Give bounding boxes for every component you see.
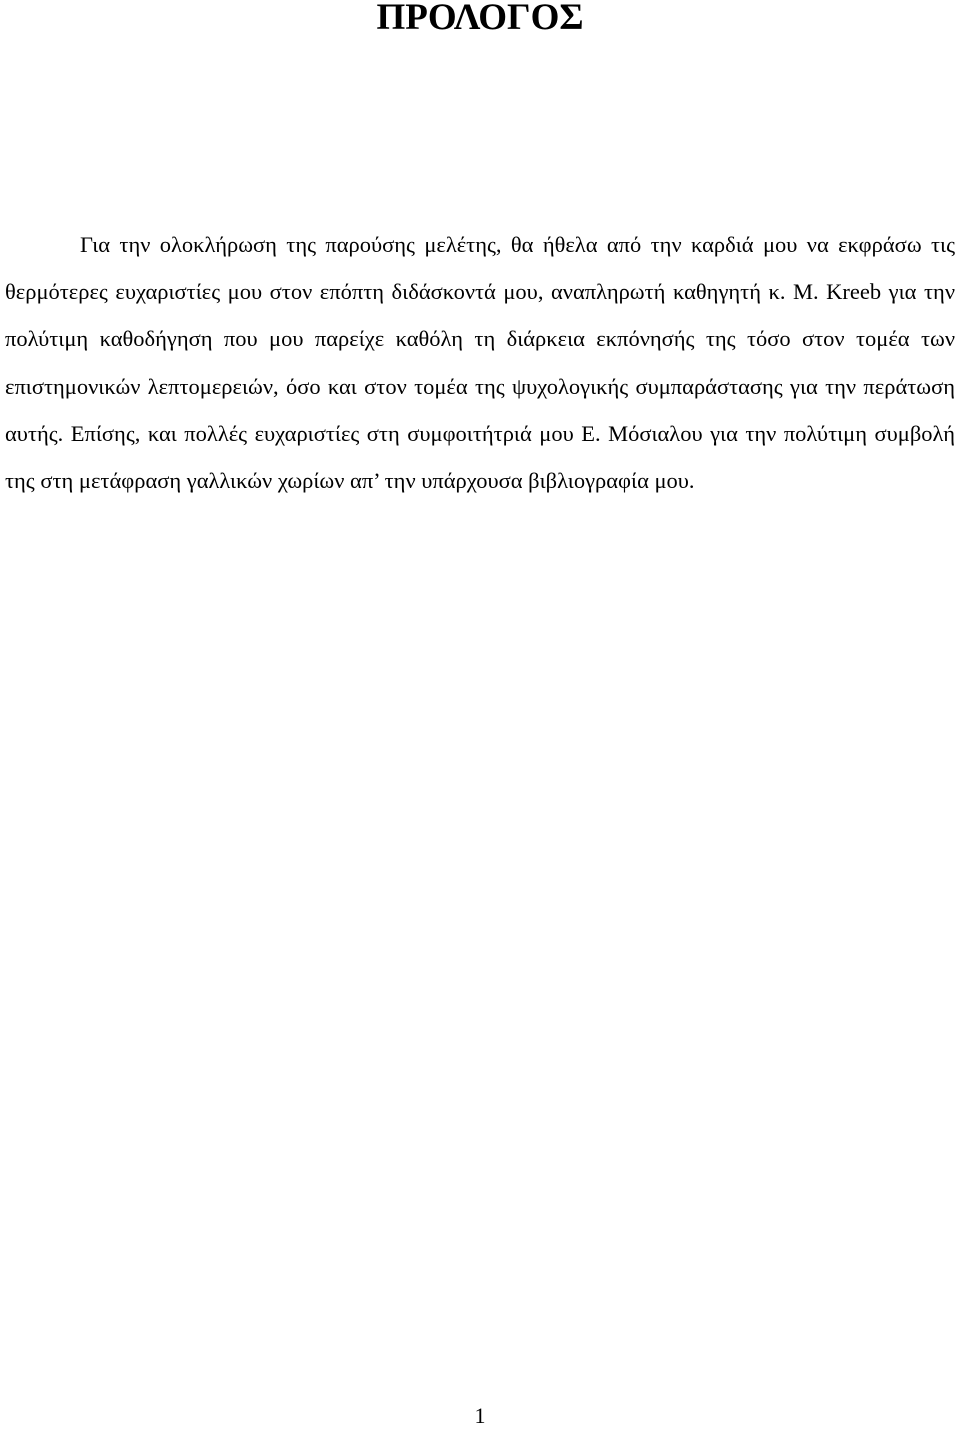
page-number: 1 [474,1403,486,1428]
preface-paragraph: Για την ολοκλήρωση της παρούσης μελέτης, θα ήθελα από την καρδιά μου να εκφράσω τις θερμότερες ευχαριστίες μου στον επόπτη διδάσκοντά μου, αναπληρωτή καθηγητή κ. Μ. Kreeb για την πολύτιμη καθοδήγηση που μου παρείχε καθόλη τη διάρκεια εκπόνησής της τόσο στον τομέα των επιστημονικών λεπτομερειών, όσο και στον τομέα της ψυχολογικής συμπαράστασης για την περάτωση αυτής. Επίσης, και πολλές ευχαριστίες στη συμφοιτήτριά μου Ε. Μόσιαλου για την πολύτιμη συμβολή της στη μετάφραση γαλλικών χωρίων απ’ την υπάρχουσα βιβλιογραφία μου. [5,232,955,494]
page-title: ΠΡΟΛΟΓΟΣ [376,0,584,38]
